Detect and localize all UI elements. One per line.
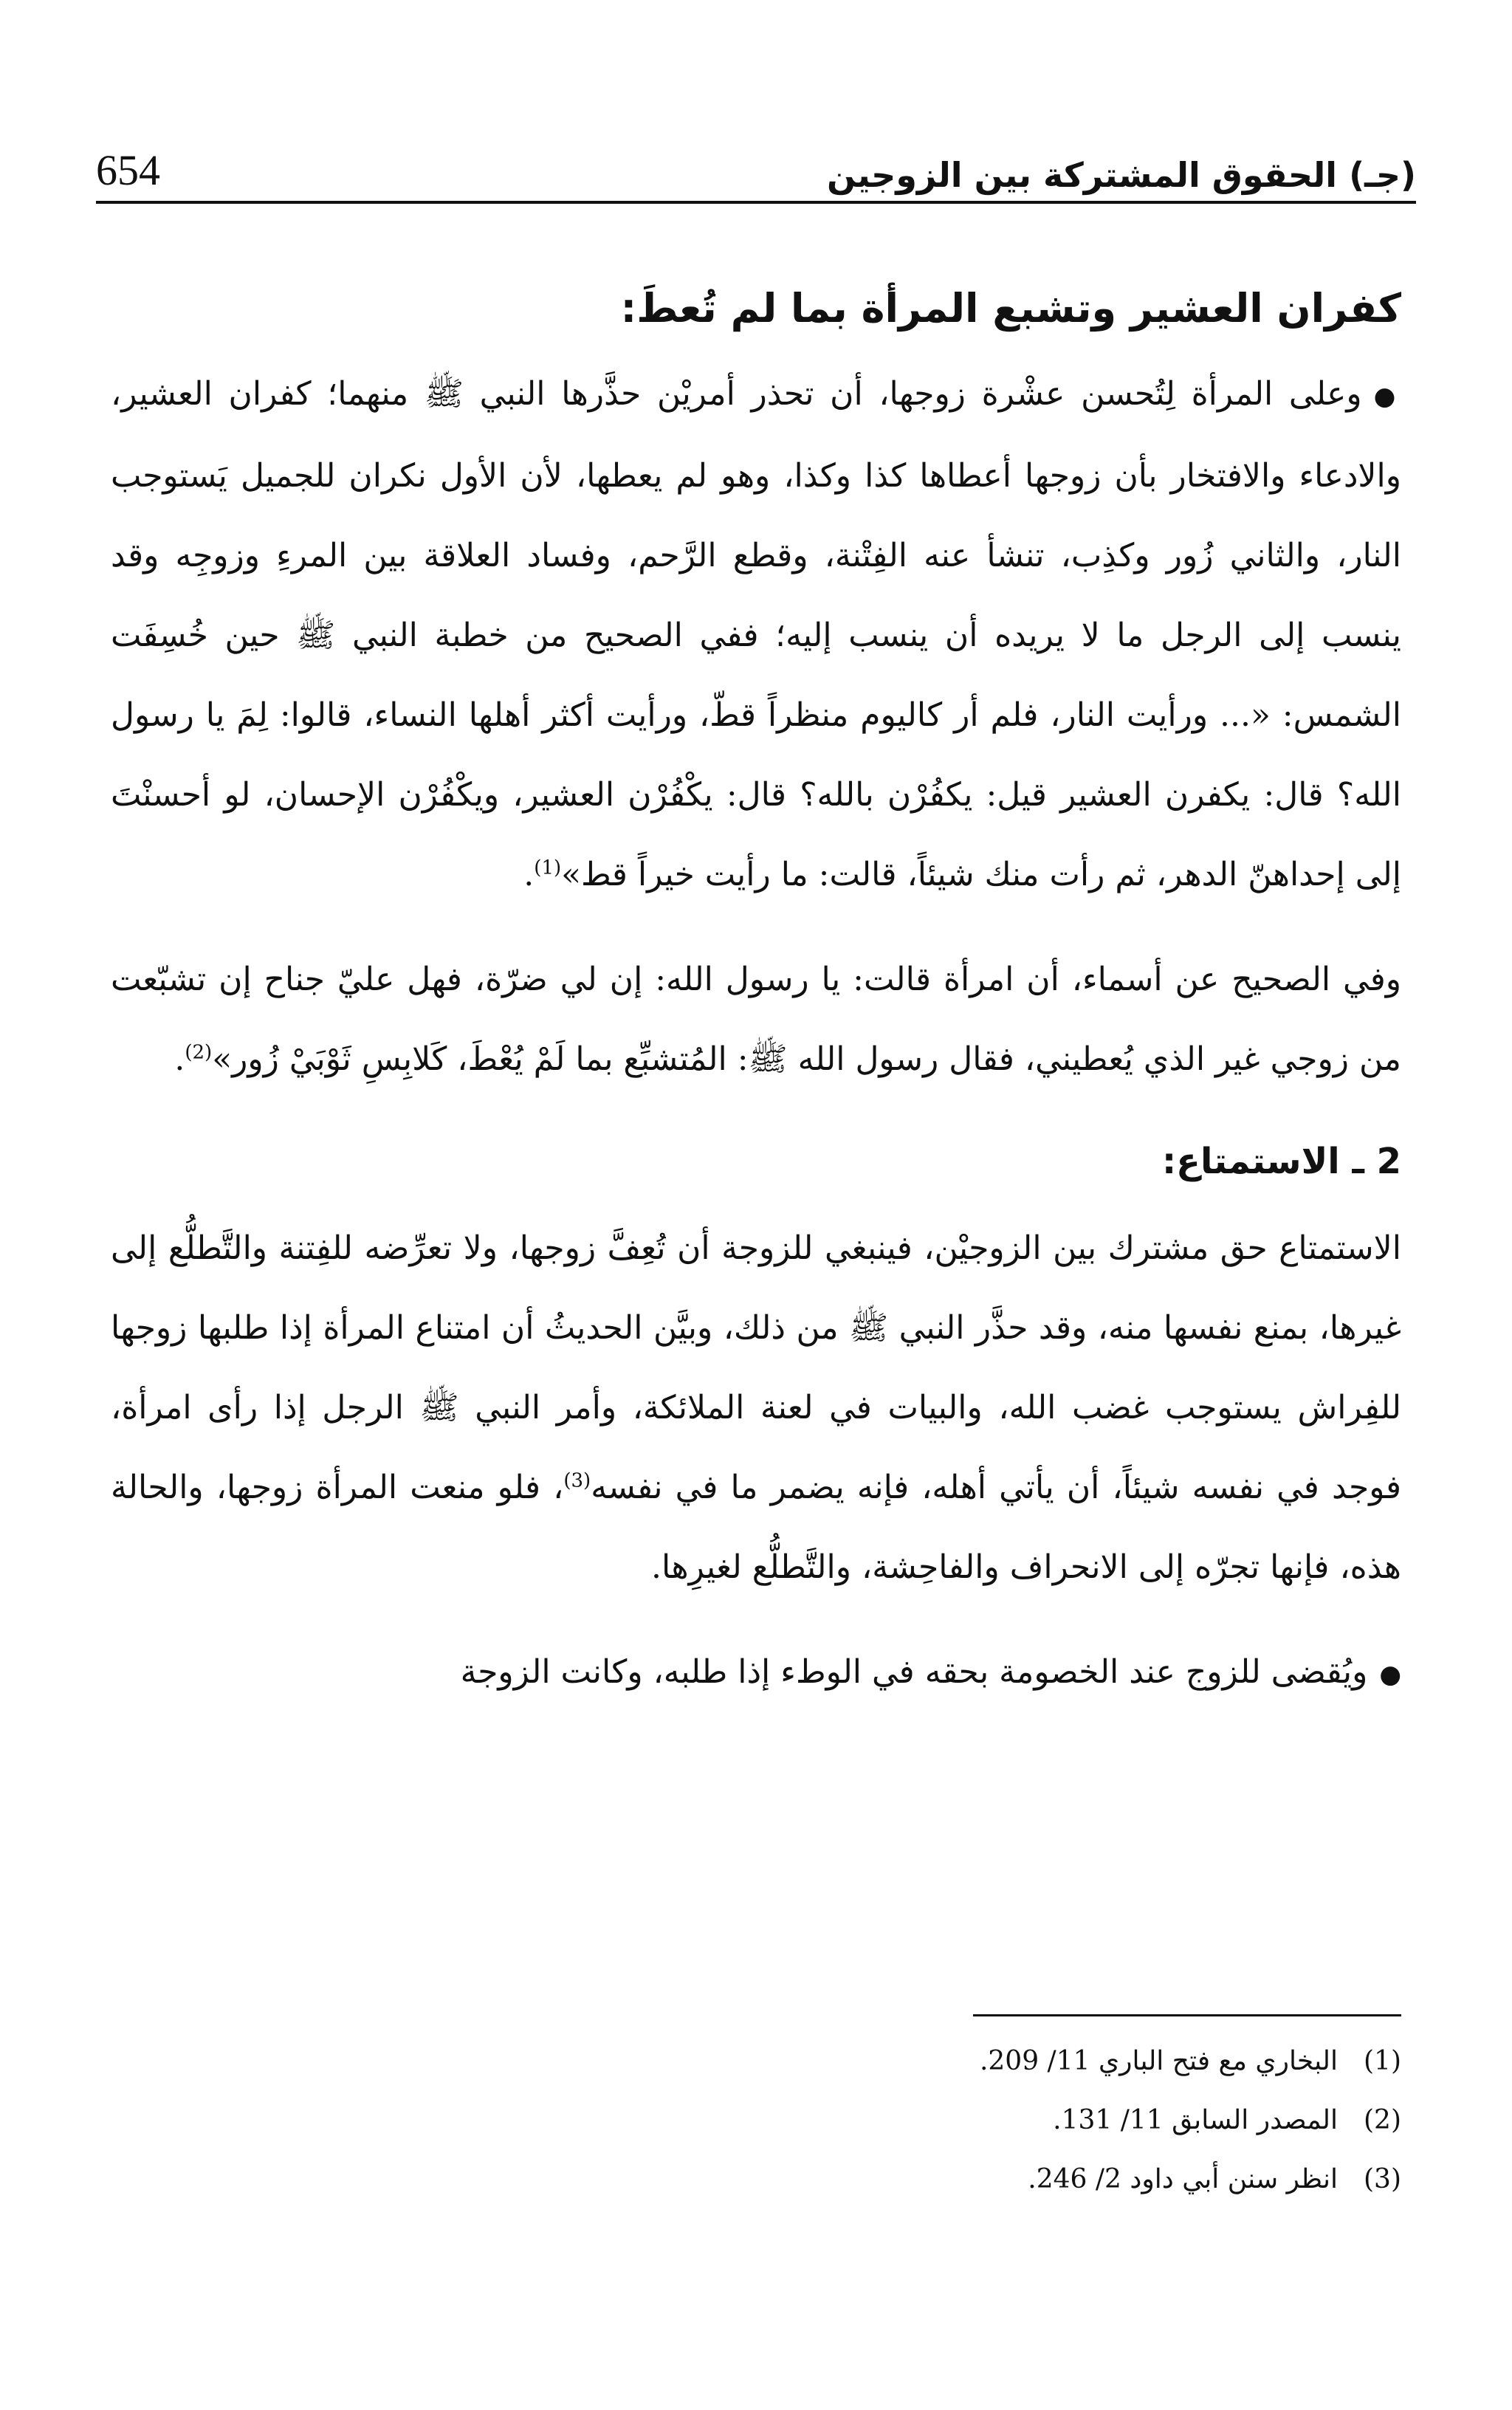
paragraph-enjoyment-text: الاستمتاع حق مشترك بين الزوجيْن، فينبغي للزوجة أن تُعِفَّ زوجها، ولا تعرِّضه للفِتنة والتَّطلُّع إلى غيرها، بمنع نفسها منه، وقد حذَّر النبي ﷺ من ذلك، وبيَّن الحديثُ أن امتناع المرأة إذا طلبها زوجها للفِراش يستوجب غضب الله، والبيات في لعنة الملائكة، وأمر النبي ﷺ الرجل إذا رأى امرأة، فوجد في نفسه شيئاً، أن يأتي أهله، فإنه يضمر ما في نفسه xyxy=(111,1229,1401,1506)
paragraph-ingratitude-text: وعلى المرأة لِتُحسن عشْرة زوجها، أن تحذر أمريْن حذَّرها النبي ﷺ منهما؛ كفران العشير، والادعاء والافتخار بأن زوجها أعطاها كذا وكذا، وهو لم يعطها، لأن الأول نكران للجميل يَستوجب النار، والثاني زُور وكذِب، تنشأ عنه الفِتْنة، وقطع الرَّحم، وفساد العلاقة بين المرءِ وزوجِه وقد ينسب إلى الرجل ما لا يريده أن ينسب إليه؛ ففي الصحيح من خطبة النبي ﷺ حين خُسِفَت الشمس: «... ورأيت النار، فلم أر كاليوم منظراً قطّ، ورأيت أكثر أهلها النساء، قالوا: لِمَ يا رسول الله؟ قال: يكفرن العشير قيل: يكفُرْن بالله؟ قال: يكْفُرْن العشير، ويكْفُرْن الإحسان، لو أحسنْتَ إلى إحداهنّ الدهر، ثم رأت منك شيئاً، قالت: ما رأيت خيراً قط» xyxy=(111,375,1401,893)
page-number: 654 xyxy=(96,146,160,194)
footnote-number: (2) xyxy=(1364,2105,1401,2135)
page-body xyxy=(111,273,1401,1714)
paragraph-judgement-text: ويُقضى للزوج عند الخصومة بحقه في الوطء إذا طلبه، وكانت الزوجة xyxy=(460,1653,1368,1691)
header-divider xyxy=(96,201,1416,204)
bullet-icon: ● xyxy=(1379,1660,1401,1689)
footnote-divider xyxy=(973,2014,1401,2016)
footnote-ref-2: (2) xyxy=(185,1041,213,1064)
paragraph-enjoyment-tail: ، فلو منعت المرأة زوجها، والحالة هذه، فإنها تجرّه إلى الانحراف والفاحِشة، والتَّطلُّع لغيرِها. xyxy=(111,1469,1401,1586)
running-header xyxy=(96,118,1416,195)
paragraph-ingratitude: ●وعلى المرأة لِتُحسن عشْرة زوجها، أن تحذر أمريْن حذَّرها النبي ﷺ منهما؛ كفران العشير، والادعاء والافتخار بأن زوجها أعطاها كذا وكذا، وهو لم يعطها، لأن الأول نكران للجميل يَستوجب النار، والثاني زُور وكذِب، تنشأ عنه الفِتْنة، وقطع الرَّحم، وفساد العلاقة بين المرءِ وزوجِه وقد ينسب إلى الرجل ما لا يريده أن ينسب إليه؛ ففي الصحيح من خطبة النبي ﷺ حين خُسِفَت الشمس: «... ورأيت النار، فلم أر كاليوم منظراً قطّ، ورأيت أكثر أهلها النساء، قالوا: لِمَ يا رسول الله؟ قال: يكفرن العشير قيل: يكفُرْن بالله؟ قال: يكْفُرْن العشير، ويكْفُرْن الإحسان، لو أحسنْتَ إلى إحداهنّ الدهر، ثم رأت منك شيئاً، قالت: ما رأيت خيراً قط»$^{(1)}$. xyxy=(111,375,1401,893)
paragraph-asma-hadith-text: وفي الصحيح عن أسماء، أن امرأة قالت: يا رسول الله: إن لي ضرّة، فهل عليّ جناح إن تشبّعت من زوجي غير الذي يُعطيني، فقال رسول الله ﷺ: المُتشبِّع بما لَمْ يُعْطَ، كَلابِسِ ثَوْبَيْ زُور» xyxy=(111,961,1401,1078)
footnote-item xyxy=(111,2032,1401,2091)
paragraph-asma-hadith: وفي الصحيح عن أسماء، أن امرأة قالت: يا رسول الله: إن لي ضرّة، فهل عليّ جناح إن تشبّعت من زوجي غير الذي يُعطيني، فقال رسول الله ﷺ: المُتشبِّع بما لَمْ يُعْطَ، كَلابِسِ ثَوْبَيْ زُور»$^{(2)}$. xyxy=(111,961,1401,1078)
section-heading: كفران العشير وتشبع المرأة بما لم تُعطَ: xyxy=(620,285,1401,332)
footnote-ref-1: (1) xyxy=(534,856,562,879)
footnote-number: (3) xyxy=(1364,2164,1401,2194)
footnote-text: المصدر السابق 11/ 131. xyxy=(1053,2105,1338,2135)
footnotes xyxy=(111,2032,1401,2209)
footnote-item xyxy=(111,2091,1401,2150)
paragraph-judgement xyxy=(111,1633,1401,1714)
subsection-heading: 2 ـ الاستمتاع: xyxy=(1161,1141,1401,1182)
footnote-text: البخاري مع فتح الباري 11/ 209. xyxy=(979,2046,1338,2076)
footnote-ref-3: (3) xyxy=(563,1469,591,1492)
footnote-number: (1) xyxy=(1364,2046,1401,2076)
running-header-title: (جـ) الحقوق المشتركة بين الزوجين xyxy=(827,155,1416,195)
paragraph-enjoyment xyxy=(111,1209,1401,1607)
footnote-item xyxy=(111,2150,1401,2209)
bullet-icon: ● xyxy=(1373,382,1401,411)
footnote-text: انظر سنن أبي داود 2/ 246. xyxy=(1028,2164,1338,2194)
